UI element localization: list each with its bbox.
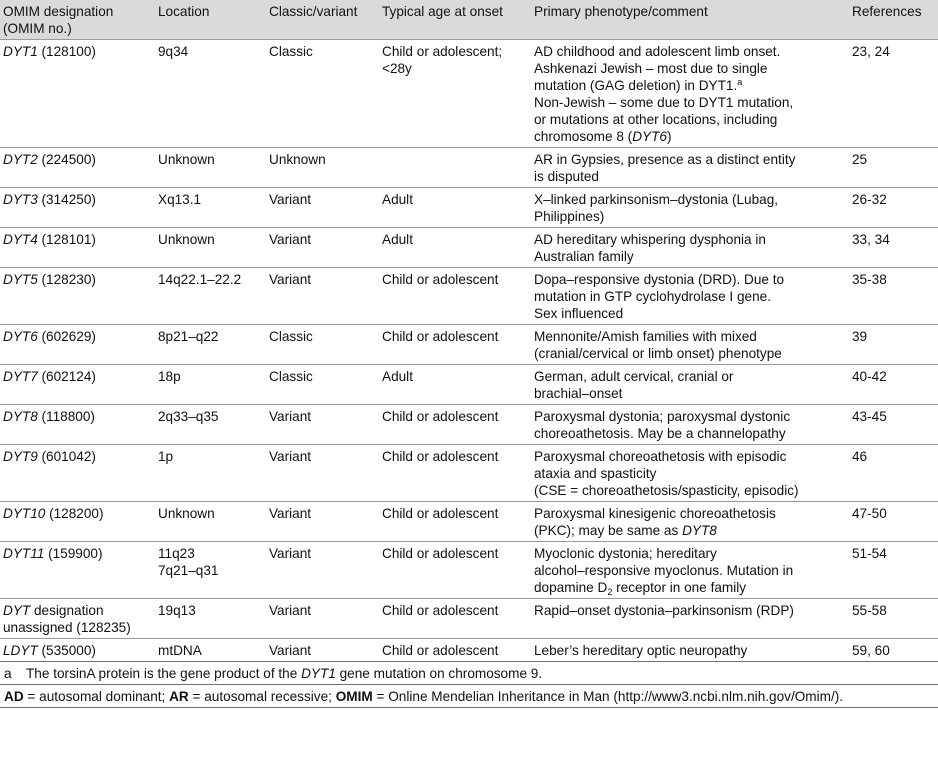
cell-phenotype bbox=[531, 445, 849, 502]
gene-name: DYT9 bbox=[3, 449, 38, 464]
omim-number: (602629) bbox=[37, 329, 96, 344]
location-line: 7q21–q31 bbox=[158, 563, 219, 578]
cell-location bbox=[155, 639, 266, 662]
phenotype-text: Leber’s hereditary optic neuropathy bbox=[534, 643, 748, 658]
cell-location bbox=[155, 228, 266, 268]
cell-location bbox=[155, 325, 266, 365]
location-line: Unknown bbox=[158, 152, 215, 167]
location-line: 19q13 bbox=[158, 603, 196, 618]
cell-phenotype bbox=[531, 148, 849, 188]
phenotype-text: alcohol–responsive myoclonus. Mutation in bbox=[534, 563, 794, 578]
cell-location bbox=[155, 40, 266, 148]
location-line: Unknown bbox=[158, 506, 215, 521]
phenotype-text: (PKC); may be same as bbox=[534, 523, 683, 538]
cell-references: 51-54 bbox=[852, 546, 887, 561]
phenotype-line bbox=[534, 545, 849, 562]
phenotype-line bbox=[534, 482, 849, 499]
phenotype-text: is disputed bbox=[534, 169, 599, 184]
phenotype-line bbox=[534, 151, 849, 168]
location-line: 18p bbox=[158, 369, 181, 384]
omim-line bbox=[3, 602, 155, 619]
table-row bbox=[0, 639, 938, 662]
cell-location bbox=[155, 599, 266, 639]
header-omim: OMIM designation (OMIM no.) bbox=[0, 0, 155, 40]
gene-name: DYT2 bbox=[3, 152, 38, 167]
cell-references: 33, 34 bbox=[852, 232, 890, 247]
cell-location bbox=[155, 148, 266, 188]
location-line: Xq13.1 bbox=[158, 192, 202, 207]
omim-line bbox=[3, 271, 155, 288]
onset-line: <28y bbox=[382, 61, 412, 76]
onset-line: Child or adolescent bbox=[382, 409, 499, 424]
header-classic-variant: Classic/variant bbox=[266, 0, 379, 40]
cell-phenotype bbox=[531, 599, 849, 639]
phenotype-text: Dopa–responsive dystonia (DRD). Due to bbox=[534, 272, 785, 287]
phenotype-line bbox=[534, 642, 849, 659]
cell-phenotype bbox=[531, 405, 849, 445]
footnote-marker: a bbox=[4, 666, 12, 681]
omim-line bbox=[3, 231, 155, 248]
omim-number: (128101) bbox=[37, 232, 96, 247]
onset-line: Child or adolescent bbox=[382, 603, 499, 618]
phenotype-text: AD childhood and adolescent limb onset. bbox=[534, 44, 781, 59]
cell-location bbox=[155, 502, 266, 542]
phenotype-text: or mutations at other locations, including bbox=[534, 112, 778, 127]
phenotype-line bbox=[534, 191, 849, 208]
omim-line bbox=[3, 448, 155, 465]
cell-age-at-onset bbox=[379, 599, 531, 639]
cell-omim-designation bbox=[0, 445, 155, 502]
cell-age-at-onset bbox=[379, 405, 531, 445]
onset-line: Adult bbox=[382, 192, 413, 207]
phenotype-line bbox=[534, 465, 849, 482]
cell-age-at-onset bbox=[379, 542, 531, 599]
cell-age-at-onset bbox=[379, 188, 531, 228]
phenotype-text: Paroxysmal kinesigenic choreoathetosis bbox=[534, 506, 776, 521]
onset-line: Child or adolescent; bbox=[382, 44, 503, 59]
cell-omim-designation bbox=[0, 268, 155, 325]
gene-name: DYT5 bbox=[3, 272, 38, 287]
header-phenotype: Primary phenotype/comment bbox=[531, 0, 849, 40]
cell-classic-variant: Variant bbox=[269, 603, 312, 618]
abbr-text: = autosomal recessive; bbox=[188, 689, 336, 704]
table-row bbox=[0, 228, 938, 268]
phenotype-text: Australian family bbox=[534, 249, 634, 264]
cell-classic-variant: Classic bbox=[269, 44, 313, 59]
cell-references: 40-42 bbox=[852, 369, 887, 384]
phenotype-line bbox=[534, 385, 849, 402]
cell-references: 47-50 bbox=[852, 506, 887, 521]
phenotype-text: Mennonite/Amish families with mixed bbox=[534, 329, 757, 344]
omim-line bbox=[3, 505, 155, 522]
phenotype-text: (cranial/cervical or limb onset) phenotype bbox=[534, 346, 782, 361]
table-row bbox=[0, 502, 938, 542]
cell-phenotype bbox=[531, 268, 849, 325]
onset-line: Child or adolescent bbox=[382, 329, 499, 344]
location-line: 2q33–q35 bbox=[158, 409, 219, 424]
omim-number: (601042) bbox=[37, 449, 96, 464]
abbr-key: AR bbox=[169, 689, 189, 704]
cell-omim-designation bbox=[0, 405, 155, 445]
cell-references: 25 bbox=[852, 152, 868, 167]
omim-line bbox=[3, 151, 155, 168]
phenotype-text: Rapid–onset dystonia–parkinsonism (RDP) bbox=[534, 603, 794, 618]
omim-line: unassigned (128235) bbox=[3, 620, 131, 635]
gene-name: DYT6 bbox=[3, 329, 38, 344]
omim-number: designation bbox=[30, 603, 104, 618]
phenotype-line bbox=[534, 345, 849, 362]
onset-line: Child or adolescent bbox=[382, 449, 499, 464]
table-row bbox=[0, 542, 938, 599]
table-row bbox=[0, 188, 938, 228]
cell-location bbox=[155, 188, 266, 228]
cell-omim-designation bbox=[0, 228, 155, 268]
cell-classic-variant: Classic bbox=[269, 369, 313, 384]
onset-line: Child or adolescent bbox=[382, 272, 499, 287]
cell-omim-designation bbox=[0, 599, 155, 639]
omim-line bbox=[3, 43, 155, 60]
phenotype-text: mutation (GAG deletion) in DYT1. bbox=[534, 78, 738, 93]
phenotype-line bbox=[534, 231, 849, 248]
onset-line: Child or adolescent bbox=[382, 643, 499, 658]
gene-name: DYT bbox=[3, 603, 31, 618]
phenotype-line bbox=[534, 60, 849, 77]
phenotype-line bbox=[534, 208, 849, 225]
gene-name: LDYT bbox=[3, 643, 38, 658]
cell-references: 39 bbox=[852, 329, 868, 344]
phenotype-line bbox=[534, 505, 849, 522]
cell-references: 26-32 bbox=[852, 192, 887, 207]
omim-line bbox=[3, 545, 155, 562]
cell-age-at-onset bbox=[379, 445, 531, 502]
cell-age-at-onset bbox=[379, 325, 531, 365]
footnote bbox=[0, 662, 938, 684]
phenotype-line bbox=[534, 408, 849, 425]
cell-omim-designation bbox=[0, 365, 155, 405]
phenotype-gene: DYT8 bbox=[682, 523, 717, 538]
onset-line: Child or adolescent bbox=[382, 506, 499, 521]
phenotype-line bbox=[534, 368, 849, 385]
cell-phenotype bbox=[531, 188, 849, 228]
phenotype-line bbox=[534, 111, 849, 128]
omim-line bbox=[3, 191, 155, 208]
cell-classic-variant: Variant bbox=[269, 643, 312, 658]
cell-references: 55-58 bbox=[852, 603, 887, 618]
cell-omim-designation bbox=[0, 188, 155, 228]
table-row bbox=[0, 599, 938, 639]
phenotype-line bbox=[534, 522, 849, 539]
gene-name: DYT1 bbox=[3, 44, 38, 59]
location-line: Unknown bbox=[158, 232, 215, 247]
phenotype-line bbox=[534, 94, 849, 111]
location-line: 11q23 bbox=[158, 546, 195, 561]
phenotype-text: choreoathetosis. May be a channelopathy bbox=[534, 426, 786, 441]
location-line: 8p21–q22 bbox=[158, 329, 219, 344]
location-line: 1p bbox=[158, 449, 174, 464]
cell-references: 23, 24 bbox=[852, 44, 890, 59]
phenotype-text: chromosome 8 ( bbox=[534, 129, 633, 144]
phenotype-gene: DYT6 bbox=[632, 129, 667, 144]
omim-line bbox=[3, 408, 155, 425]
cell-omim-designation bbox=[0, 325, 155, 365]
cell-references: 46 bbox=[852, 449, 868, 464]
cell-omim-designation bbox=[0, 639, 155, 662]
omim-number: (535000) bbox=[37, 643, 96, 658]
cell-phenotype bbox=[531, 40, 849, 148]
gene-name: DYT11 bbox=[3, 546, 45, 561]
location-line: 14q22.1–22.2 bbox=[158, 272, 242, 287]
phenotype-line bbox=[534, 425, 849, 442]
phenotype-line bbox=[534, 562, 849, 579]
omim-line bbox=[3, 642, 155, 659]
abbreviations bbox=[0, 684, 938, 708]
gene-name: DYT4 bbox=[3, 232, 38, 247]
phenotype-text: AR in Gypsies, presence as a distinct entity bbox=[534, 152, 796, 167]
phenotype-text: mutation in GTP cyclohydrolase I gene. bbox=[534, 289, 772, 304]
phenotype-text: German, adult cervical, cranial or bbox=[534, 369, 734, 384]
gene-name: DYT7 bbox=[3, 369, 38, 384]
onset-line: Adult bbox=[382, 232, 413, 247]
phenotype-line bbox=[534, 248, 849, 265]
table-row bbox=[0, 40, 938, 148]
phenotype-text: Non-Jewish – some due to DYT1 mutation, bbox=[534, 95, 794, 110]
omim-number: (118800) bbox=[37, 409, 95, 424]
table-row bbox=[0, 148, 938, 188]
gene-name: DYT8 bbox=[3, 409, 38, 424]
phenotype-text: brachial–onset bbox=[534, 386, 623, 401]
phenotype-text: receptor in one family bbox=[612, 580, 747, 595]
cell-classic-variant: Classic bbox=[269, 329, 313, 344]
cell-references: 59, 60 bbox=[852, 643, 890, 658]
abbr-text: = Online Mendelian Inheritance in Man (http://www3.ncbi.nlm.nih.gov/Omim/). bbox=[372, 689, 844, 704]
footnote-ref: a bbox=[737, 77, 743, 87]
cell-classic-variant: Variant bbox=[269, 409, 312, 424]
table-header bbox=[0, 0, 938, 40]
cell-classic-variant: Unknown bbox=[269, 152, 326, 167]
phenotype-text: Philippines) bbox=[534, 209, 605, 224]
cell-phenotype bbox=[531, 639, 849, 662]
omim-number: (128100) bbox=[37, 44, 96, 59]
cell-omim-designation bbox=[0, 40, 155, 148]
cell-age-at-onset bbox=[379, 40, 531, 148]
gene-name: DYT3 bbox=[3, 192, 38, 207]
table-row bbox=[0, 365, 938, 405]
omim-number: (602124) bbox=[37, 369, 96, 384]
cell-phenotype bbox=[531, 542, 849, 599]
cell-location bbox=[155, 365, 266, 405]
table-row bbox=[0, 445, 938, 502]
abbr-text: = autosomal dominant; bbox=[23, 689, 170, 704]
cell-location bbox=[155, 542, 266, 599]
table-row bbox=[0, 325, 938, 365]
cell-classic-variant: Variant bbox=[269, 449, 312, 464]
phenotype-line bbox=[534, 168, 849, 185]
cell-references: 43-45 bbox=[852, 409, 887, 424]
omim-line bbox=[3, 328, 155, 345]
phenotype-line bbox=[534, 305, 849, 322]
phenotype-text: Ashkenazi Jewish – most due to single bbox=[534, 61, 768, 76]
phenotype-text: Paroxysmal dystonia; paroxysmal dystonic bbox=[534, 409, 791, 424]
onset-line: Adult bbox=[382, 369, 413, 384]
omim-number: (159900) bbox=[44, 546, 103, 561]
cell-classic-variant: Variant bbox=[269, 192, 312, 207]
cell-omim-designation bbox=[0, 542, 155, 599]
header-references: References bbox=[849, 0, 938, 40]
cell-age-at-onset bbox=[379, 639, 531, 662]
phenotype-line bbox=[534, 328, 849, 345]
phenotype-text: ataxia and spasticity bbox=[534, 466, 657, 481]
cell-age-at-onset bbox=[379, 502, 531, 542]
phenotype-text: Paroxysmal choreoathetosis with episodic bbox=[534, 449, 787, 464]
phenotype-text: X–linked parkinsonism–dystonia (Lubag, bbox=[534, 192, 779, 207]
phenotype-line bbox=[534, 128, 849, 145]
cell-omim-designation bbox=[0, 502, 155, 542]
cell-phenotype bbox=[531, 365, 849, 405]
cell-age-at-onset bbox=[379, 268, 531, 325]
table-body bbox=[0, 40, 938, 662]
cell-phenotype bbox=[531, 325, 849, 365]
omim-number: (314250) bbox=[37, 192, 96, 207]
table-row bbox=[0, 405, 938, 445]
cell-classic-variant: Variant bbox=[269, 546, 312, 561]
gene-name: DYT10 bbox=[3, 506, 46, 521]
cell-age-at-onset bbox=[379, 365, 531, 405]
location-line: mtDNA bbox=[158, 643, 202, 658]
cell-references: 35-38 bbox=[852, 272, 887, 287]
cell-omim-designation bbox=[0, 148, 155, 188]
phenotype-text: ) bbox=[666, 129, 672, 144]
footnote-text-pre: The torsinA protein is the gene product of the bbox=[26, 666, 302, 681]
phenotype-line bbox=[534, 77, 849, 94]
location-line: 9q34 bbox=[158, 44, 189, 59]
phenotype-line bbox=[534, 579, 849, 596]
footnote-text-gene: DYT1 bbox=[301, 666, 336, 681]
phenotype-subscript: 2 bbox=[607, 587, 613, 597]
cell-classic-variant: Variant bbox=[269, 232, 312, 247]
phenotype-text: AD hereditary whispering dysphonia in bbox=[534, 232, 766, 247]
table-row bbox=[0, 268, 938, 325]
cell-classic-variant: Variant bbox=[269, 506, 312, 521]
omim-number: (128230) bbox=[37, 272, 96, 287]
phenotype-line bbox=[534, 271, 849, 288]
phenotype-line bbox=[534, 43, 849, 60]
omim-number: (128200) bbox=[45, 506, 104, 521]
onset-line: Child or adolescent bbox=[382, 546, 499, 561]
phenotype-line bbox=[534, 602, 849, 619]
footnote-text-post: gene mutation on chromosome 9. bbox=[335, 666, 543, 681]
omim-line bbox=[3, 368, 155, 385]
phenotype-text: dopamine D bbox=[534, 580, 608, 595]
phenotype-text: Sex influenced bbox=[534, 306, 624, 321]
phenotype-line bbox=[534, 288, 849, 305]
cell-age-at-onset bbox=[379, 228, 531, 268]
abbr-key: OMIM bbox=[335, 689, 373, 704]
cell-age-at-onset bbox=[379, 148, 531, 188]
cell-location bbox=[155, 405, 266, 445]
phenotype-line bbox=[534, 448, 849, 465]
cell-phenotype bbox=[531, 228, 849, 268]
header-age-at-onset: Typical age at onset bbox=[379, 0, 531, 40]
cell-location bbox=[155, 268, 266, 325]
omim-number: (224500) bbox=[37, 152, 96, 167]
cell-classic-variant: Variant bbox=[269, 272, 312, 287]
phenotype-text: Myoclonic dystonia; hereditary bbox=[534, 546, 717, 561]
abbr-key: AD bbox=[4, 689, 24, 704]
phenotype-text: (CSE = choreoathetosis/spasticity, episodic) bbox=[534, 483, 799, 498]
cell-location bbox=[155, 445, 266, 502]
header-location: Location bbox=[155, 0, 266, 40]
cell-phenotype bbox=[531, 502, 849, 542]
